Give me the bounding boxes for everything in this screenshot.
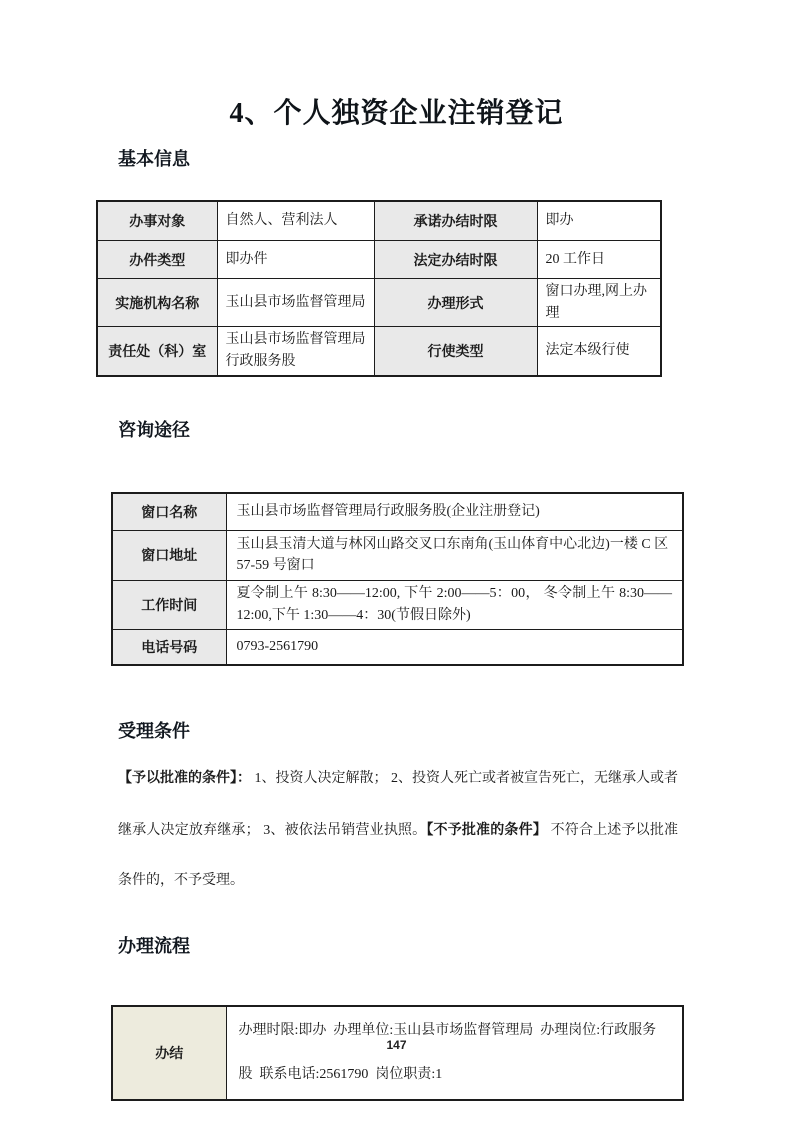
process-flow-table bbox=[111, 1005, 684, 1101]
table-row bbox=[97, 241, 661, 279]
row-value: 即办件 bbox=[217, 241, 374, 279]
row-label: 行使类型 bbox=[374, 327, 537, 376]
rejected-conditions-text: 不符合上述予以批准条件的，不予受理。 bbox=[118, 822, 679, 888]
row-label: 实施机构名称 bbox=[97, 279, 217, 327]
page-title: 4、个人独资企业注销登记 bbox=[229, 98, 564, 129]
row-value: 玉山县市场监督管理局 bbox=[217, 279, 374, 327]
page-number: 147 bbox=[386, 1038, 407, 1052]
section-heading-basic-info: 基本信息 bbox=[118, 149, 190, 169]
row-value: 玉山县玉清大道与林冈山路交叉口东南角(玉山体育中心北边)一楼 C 区 57-59 号窗口 bbox=[226, 530, 683, 580]
table-row bbox=[112, 1006, 683, 1100]
table-row bbox=[112, 629, 683, 665]
table-row bbox=[97, 279, 661, 327]
approved-conditions-label: 【予以批准的条件】： bbox=[118, 768, 251, 785]
row-value: 自然人、营利法人 bbox=[217, 201, 374, 241]
section-heading-conditions: 受理条件 bbox=[118, 720, 190, 741]
row-value: 玉山县市场监督管理局行政服务股(企业注册登记) bbox=[226, 493, 683, 531]
process-step-detail: 办理时限:即办 办理单位:玉山县市场监督管理局 办理岗位:行政服务股 联系电话:2561790 岗位职责:1 bbox=[226, 1006, 683, 1100]
table-row bbox=[112, 580, 683, 629]
table-row bbox=[112, 493, 683, 531]
row-label: 窗口地址 bbox=[112, 530, 226, 580]
row-label: 办理形式 bbox=[374, 279, 537, 327]
row-value: 玉山县市场监督管理局行政服务股 bbox=[217, 327, 374, 376]
section-heading-consult: 咨询途径 bbox=[118, 419, 190, 440]
row-value: 0793-2561790 bbox=[226, 629, 683, 665]
approved-conditions-text: 1、投资人决定解散； 2、投资人死亡或者被宣告死亡，无继承人或者继承人决定放弃继承； 3、被依法吊销营业执照。 bbox=[118, 770, 678, 838]
row-label: 窗口名称 bbox=[112, 493, 226, 531]
row-label: 办件类型 bbox=[97, 241, 217, 279]
row-label: 承诺办结时限 bbox=[374, 201, 537, 241]
row-value: 窗口办理,网上办理 bbox=[537, 279, 661, 327]
consult-table bbox=[111, 492, 684, 666]
row-value: 夏令制上午 8:30——12:00, 下午 2:00——5：00， 冬令制上午 8:30——12:00,下午 1:30——4：30(节假日除外) bbox=[226, 580, 683, 629]
section-heading-process: 办理流程 bbox=[118, 935, 190, 956]
table-row bbox=[97, 201, 661, 241]
row-value: 法定本级行使 bbox=[537, 327, 661, 376]
row-value: 20 工作日 bbox=[537, 241, 661, 279]
process-step-label: 办结 bbox=[112, 1006, 226, 1100]
table-row bbox=[112, 530, 683, 580]
table-row bbox=[97, 327, 661, 376]
row-label: 法定办结时限 bbox=[374, 241, 537, 279]
row-label: 办事对象 bbox=[97, 201, 217, 241]
row-label: 责任处（科）室 bbox=[97, 327, 217, 376]
row-value: 即办 bbox=[537, 201, 661, 241]
conditions-paragraph bbox=[118, 752, 678, 906]
row-label: 工作时间 bbox=[112, 580, 226, 629]
rejected-conditions-label: 【不予批准的条件】 bbox=[426, 820, 547, 837]
row-label: 电话号码 bbox=[112, 629, 226, 665]
basic-info-table bbox=[96, 200, 662, 377]
